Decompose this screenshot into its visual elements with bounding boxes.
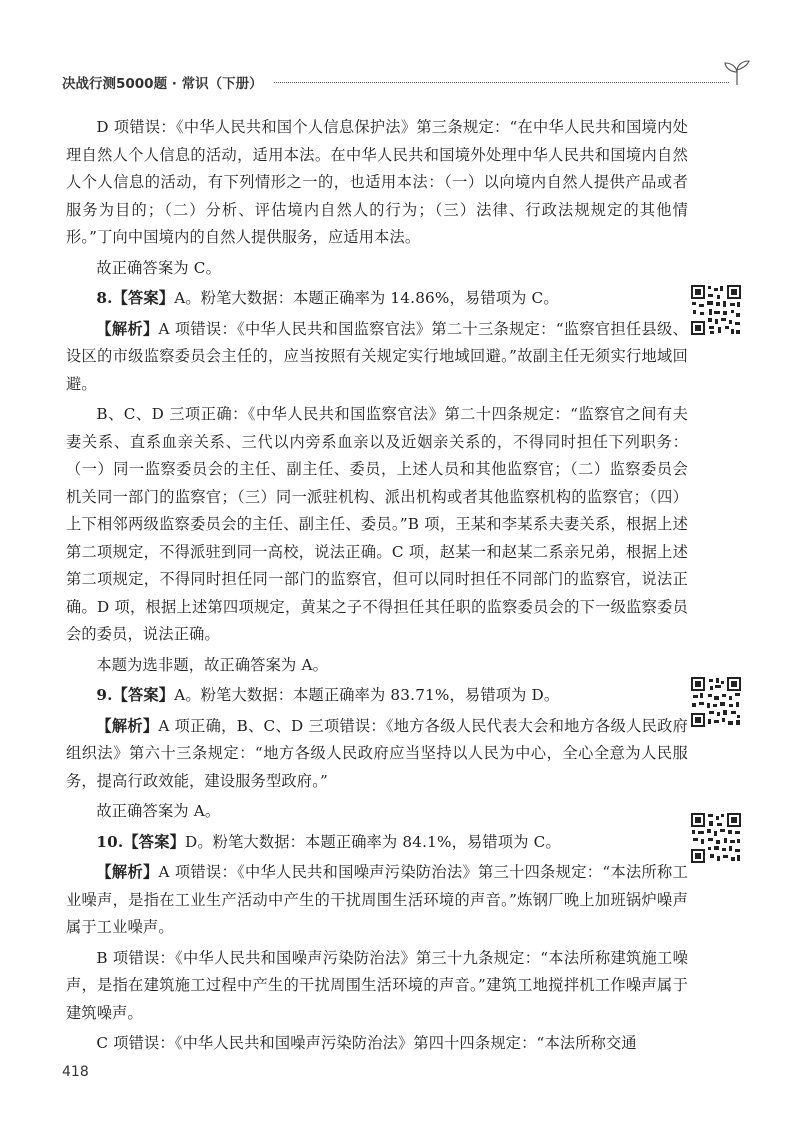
paragraph: 本题为选非题，故正确答案为 A。: [96, 655, 329, 674]
answer-explanations: [66, 114, 688, 1061]
header-dotted-line: [274, 82, 729, 83]
qr-code-q8[interactable]: [690, 284, 742, 336]
answer-line-9: 9.【答案】A。粉笔大数据：本题正确率为 83.71%，易错项为 D。: [96, 686, 560, 704]
page-header: [62, 66, 752, 96]
qr-code-q10[interactable]: [690, 812, 742, 864]
paragraph: B、C、D 三项正确：《中华人民共和国监察官法》第二十四条规定：“监察官之间有夫妻关系、直系血亲关系、三代以内旁系血亲以及近姻亲关系的，不得同时担任下列职务：（一）同一监察委员会的主任、副主任、委员，上述人员和其他监察官；（二）监察委员会机关同一部门的监察官；（三）同一派驻机构、派出机构或者其他监察机构的监察官；（四）上下相邻两级监察委员会的主任、副主任、委员。”B 项，王某和李某系夫妻关系，根据上述第二项规定，不得派驻到同一高校，说法正确。C 项，赵某一和赵某二系亲兄弟，根据上述第二项规定，不得同时担任同一部门的监察官，但可以同时担任不同部门的监察官，说法正确。D 项，根据上述第四项规定，黄某之子不得担任其任职的监察委员会的下一级监察委员会的委员，说法正确。: [66, 405, 688, 643]
analysis-10: 【解析】A 项错误：《中华人民共和国噪声污染防治法》第三十四条规定：“本法所称工业噪声，是指在工业生产活动中产生的干扰周围生活环境的声音。”炼钢厂晚上加班锅炉噪声属于工业噪声。: [66, 863, 688, 936]
paragraph: 故正确答案为 C。: [96, 258, 221, 277]
paragraph: C 项错误：《中华人民共和国噪声污染防治法》第四十四条规定：“本法所称交通: [96, 1034, 637, 1052]
paragraph: B 项错误：《中华人民共和国噪声污染防治法》第三十九条规定：“本法所称建筑施工噪声，是指在建筑施工过程中产生的干扰周围生活环境的声音。”建筑工地搅拌机工作噪声属于建筑噪声。: [66, 948, 688, 1022]
page-number: 418: [62, 1064, 89, 1080]
answer-line-8: 8.【答案】A。粉笔大数据：本题正确率为 14.86%，易错项为 C。: [96, 289, 559, 307]
qr-code-q9[interactable]: [690, 676, 742, 728]
analysis-9: 【解析】A 项正确，B、C、D 三项错误：《地方各级人民代表大会和地方各级人民政府组织法》第六十三条规定：“地方各级人民政府应当坚持以人民为中心，全心全意为人民服务，提高行政效能，建设服务型政府。”: [66, 716, 688, 790]
answer-line-10: 10.【答案】D。粉笔大数据：本题正确率为 84.1%，易错项为 C。: [96, 832, 561, 851]
paragraph: 故正确答案为 A。: [96, 802, 221, 820]
analysis-8: 【解析】A 项错误：《中华人民共和国监察官法》第二十三条规定：“监察官担任县级、设区的市级监察委员会主任的，应当按照有关规定实行地域回避。”故副主任无须实行地域回避。: [66, 319, 688, 393]
paragraph: D 项错误：《中华人民共和国个人信息保护法》第三条规定：“在中华人民共和国境内处理自然人个人信息的活动，适用本法。在中华人民共和国境外处理中华人民共和国境内自然人个人信息的活动，有下列情形之一的，也适用本法：（一）以向境内自然人提供产品或者服务为目的；（二）分析、评估境内自然人的行为；（三）法律、行政法规规定的其他情形。”丁向中国境内的自然人提供服务，应适用本法。: [66, 118, 688, 246]
book-title: 决战行测5000题 · 常识（下册）: [62, 76, 263, 92]
sprout-icon: [722, 60, 752, 86]
